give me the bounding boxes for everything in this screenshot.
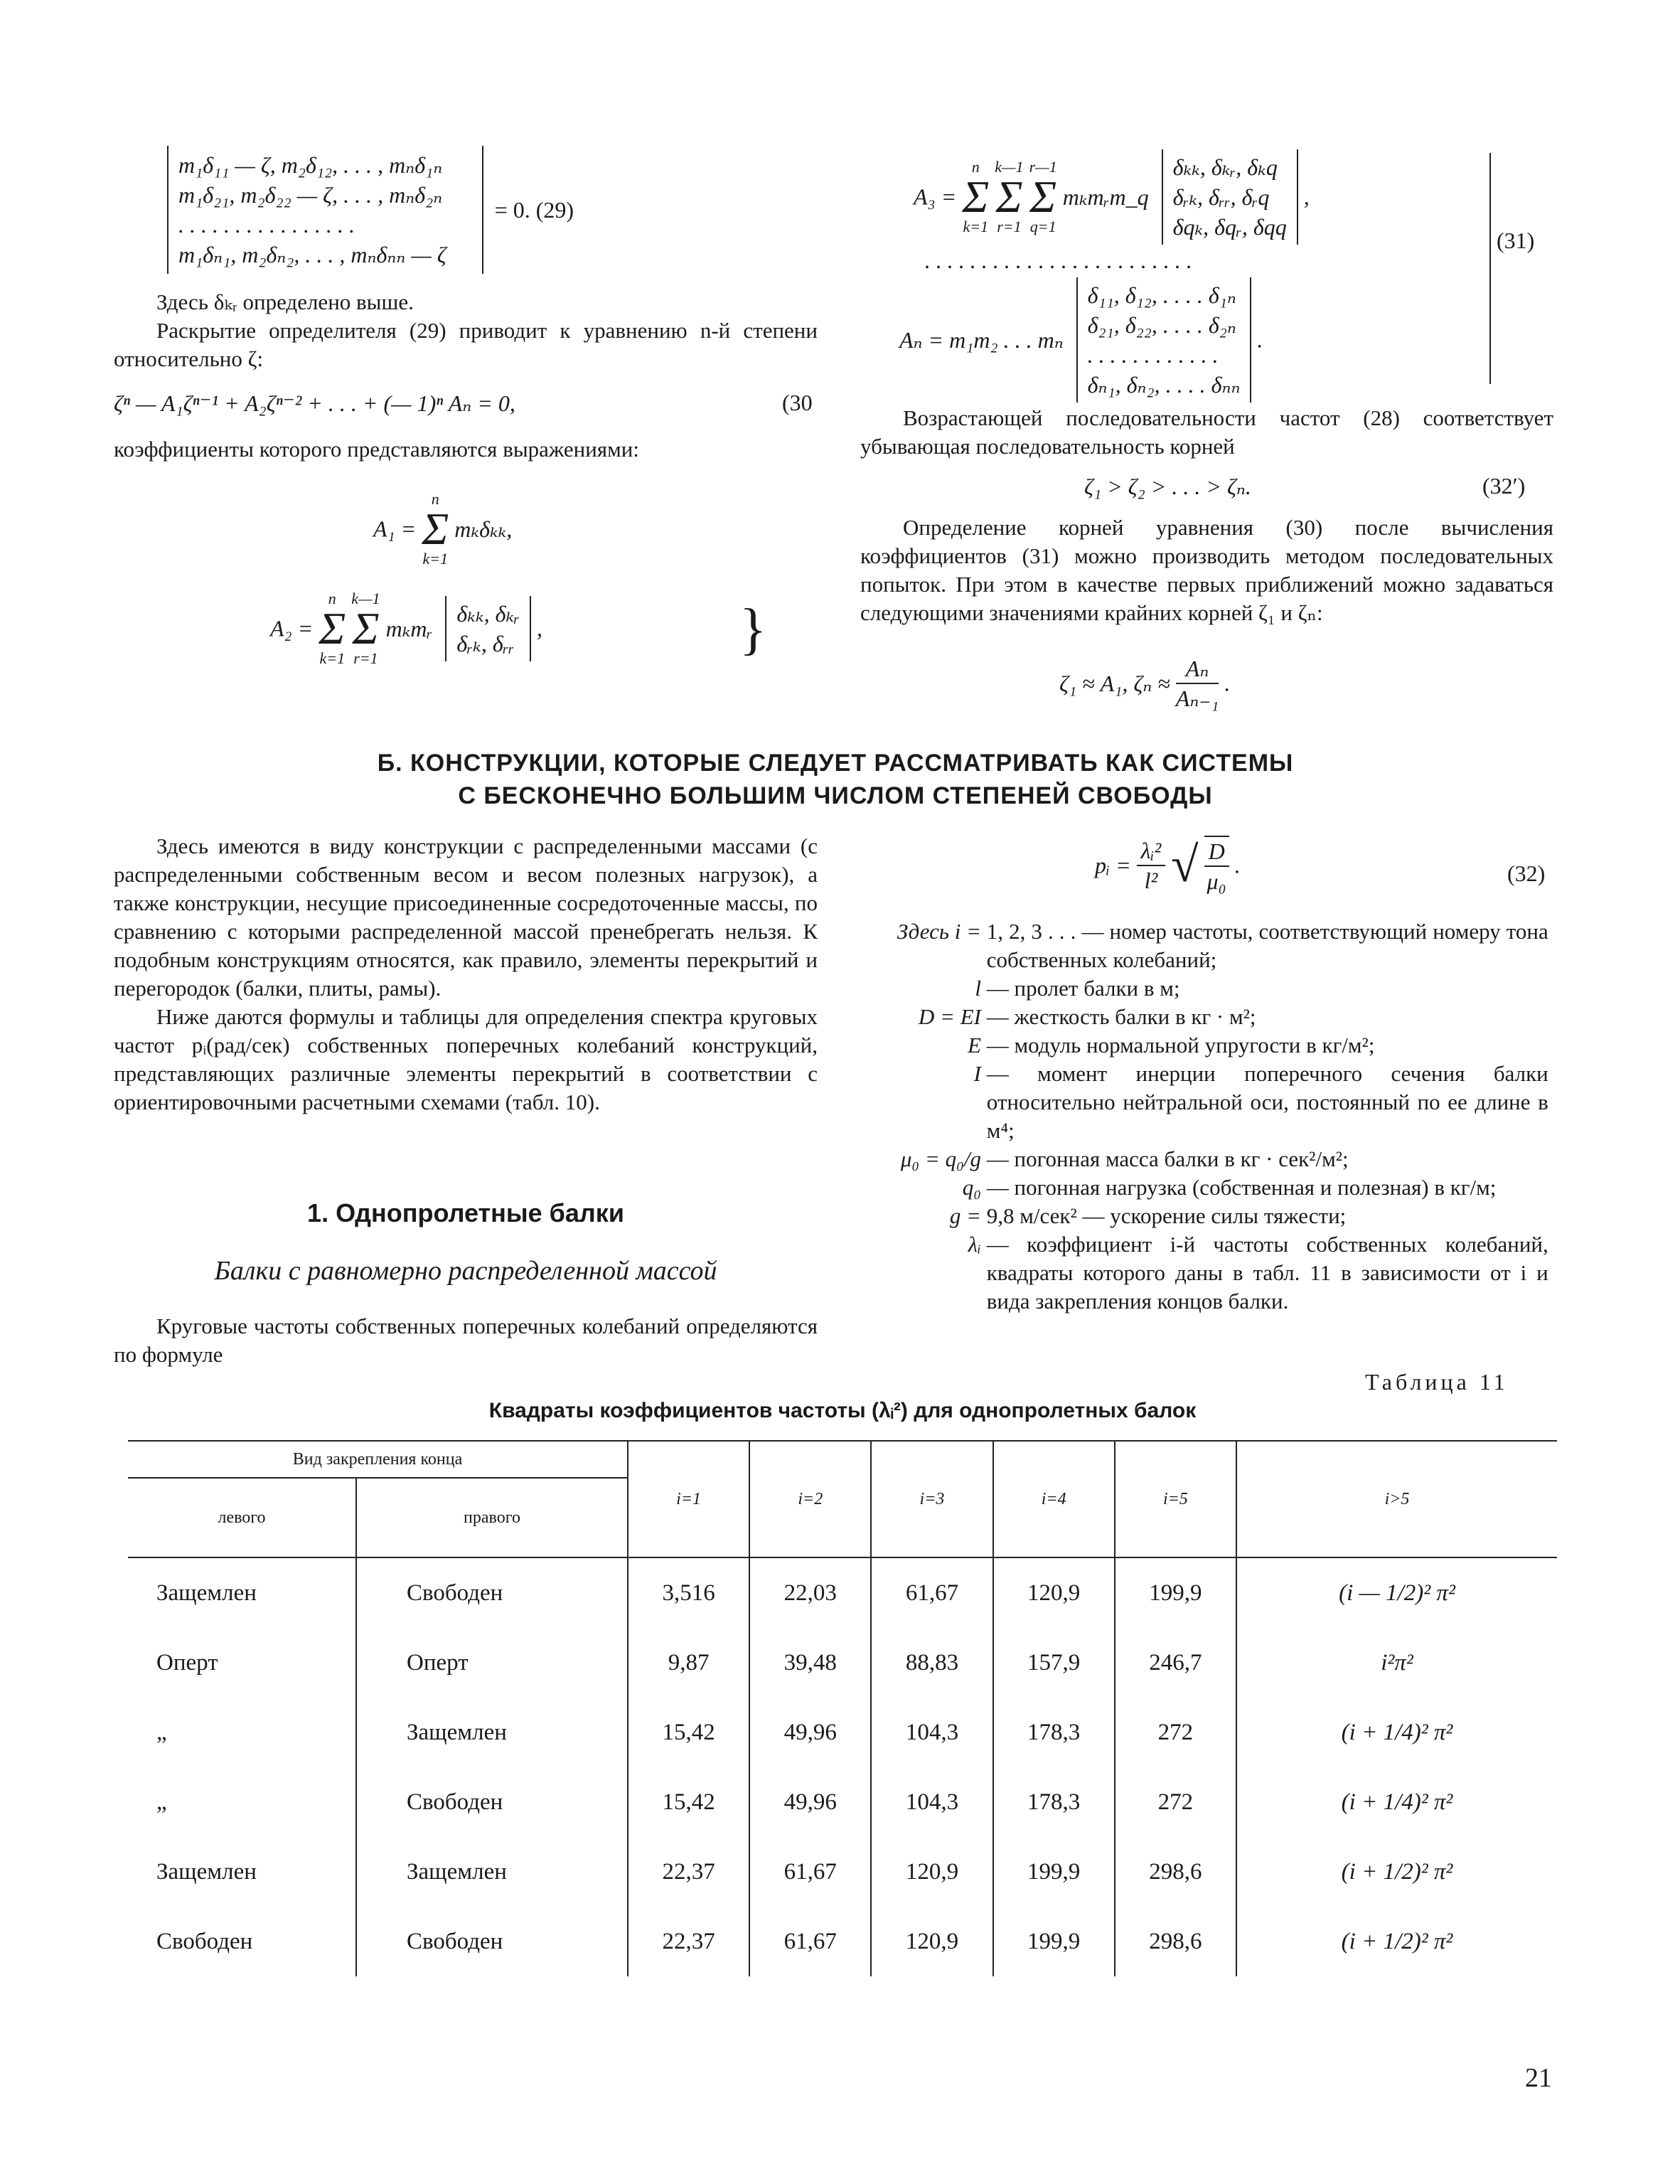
table-cell: Свободен [356, 1767, 628, 1837]
eq29-tail: = 0. (29) [494, 196, 574, 223]
table-cell: „ [156, 1789, 167, 1815]
table-cell: 272 [1115, 1767, 1236, 1837]
paragraph: Определение корней уравнения (30) после вычисления коэффициентов (31) можно производить методом последовательных попыток. При этом в качестве первых приближений можно задаваться следующими значениями крайних корней ζ₁ и ζₙ: [860, 515, 1553, 625]
equation-32: pᵢ = $\frac{\text{λᵢ²}}{\text{l²}}$ √ $\frac{D}{\text{μ₀}}$ . [1095, 836, 1241, 895]
table-cell: 199,9 [993, 1907, 1115, 1976]
definition-row: E — модуль нормальной упругости в кг/м²; [968, 1033, 1375, 1058]
table-cell: 88,83 [871, 1628, 993, 1698]
equation-a3: A₃ = n Σ k=1 k—1 Σ r=1 r—1 Σ q=1 mₖmᵣm_q δₖₖ, δₖᵣ, δₖq δᵣₖ, δᵣᵣ, δᵣq δqₖ, δqᵣ, δqq , [914, 149, 1310, 245]
table-cell: (i + 1/2)² π² [1236, 1837, 1557, 1907]
table-cell: 120,9 [871, 1907, 993, 1976]
table-cell: 22,37 [628, 1837, 749, 1907]
an-determinant: δ₁₁, δ₁₂, . . . . δ₁ₙ δ₂₁, δ₂₂, . . . . δ₂ₙ . . . . . . . . . . . . δₙ₁, δₙ₂, . . . . δₙₙ [1076, 277, 1252, 403]
table-row [128, 1557, 1557, 1628]
table-cell: 61,67 [749, 1837, 871, 1907]
sum-symbol: k—1 Σ r=1 [995, 158, 1024, 235]
col-header: i=5 [1115, 1441, 1236, 1557]
table-cell: 272 [1115, 1698, 1236, 1767]
table-cell: 15,42 [628, 1767, 749, 1837]
table-cell: Защемлен [356, 1837, 628, 1907]
table-cell: 39,48 [749, 1628, 871, 1698]
definition-row: λᵢ — коэффициент i-й частоты собственных колебаний, квадраты которого даны в табл. 11 в зависимости от i и вида закрепления концов балки. [968, 1232, 1548, 1314]
table-cell: 178,3 [993, 1767, 1115, 1837]
table-cell: 120,9 [871, 1837, 993, 1907]
a3-determinant: δₖₖ, δₖᵣ, δₖq δᵣₖ, δᵣᵣ, δᵣq δqₖ, δqᵣ, δqq [1162, 149, 1298, 245]
approx-equation: ζ₁ ≈ A₁, ζₙ ≈ $\frac{\text{Aₙ}}{\text{Aₙ₋₁}}$ . [1059, 656, 1231, 711]
left-top-text-2 [114, 435, 818, 464]
table-row [128, 1907, 1557, 1976]
table-row [128, 1837, 1557, 1907]
definition-row: q₀ — погонная нагрузка (собственная и полезная) в кг/м; [962, 1175, 1497, 1200]
eq29-row: m₁δ₁₁ — ζ, m₂δ₁₂, . . . , mₙδ₁ₙ [178, 152, 443, 178]
table-cell: 49,96 [749, 1767, 871, 1837]
table-cell: 199,9 [993, 1837, 1115, 1907]
group-header: Вид закрепления конца [128, 1441, 628, 1478]
equation-31-number: (31) [1497, 228, 1535, 253]
eq29-row: m₁δₙ₁, m₂δₙ₂, . . . , mₙδₙₙ — ζ [178, 242, 446, 267]
subsubsection-title: Балки с равномерно распределенной массой [214, 1256, 717, 1286]
a2-determinant: δₖₖ, δₖᵣ δᵣₖ, δᵣᵣ [445, 596, 531, 661]
table-cell: Защемлен [156, 1580, 257, 1606]
table-row [128, 1628, 1557, 1698]
left-bottom-text-2 [114, 1312, 818, 1369]
table-cell: 61,67 [871, 1557, 993, 1628]
equation-a2: A₂ = n Σ k=1 k—1 Σ r=1 mₖmᵣ δₖₖ, δₖᵣ δᵣₖ, δᵣᵣ , [270, 590, 543, 667]
table-cell: 104,3 [871, 1767, 993, 1837]
table-cell: 22,37 [628, 1907, 749, 1976]
table-caption: Квадраты коэффициентов частоты (λᵢ²) для однопролетных балок [488, 1399, 1197, 1422]
equation-an: Aₙ = m₁m₂ . . . mₙ δ₁₁, δ₁₂, . . . . δ₁ₙ δ₂₁, δ₂₂, . . . . δ₂ₙ . . . . . . . . . . . . δₙ₁, δₙ₂, . . . . δₙₙ . [899, 277, 1263, 403]
equation-32-prime: ζ₁ > ζ₂ > . . . > ζₙ. [1084, 474, 1251, 499]
definition-row: D = EI — жесткость балки в кг · м²; [918, 1004, 1256, 1029]
table-cell: 9,87 [628, 1628, 749, 1698]
table-cell: 298,6 [1115, 1837, 1236, 1907]
table-cell: (i + 1/2)² π² [1236, 1907, 1557, 1976]
paragraph: Возрастающей последовательности частот (28) соответствует убывающая последовательность корней [860, 405, 1553, 459]
table-cell: 120,9 [993, 1557, 1115, 1628]
table-header-row [128, 1441, 1557, 1478]
table-cell: i²π² [1236, 1628, 1557, 1698]
table-cell: 199,9 [1115, 1557, 1236, 1628]
eq29-row: m₁δ₂₁, m₂δ₂₂ — ζ, . . . , mₙδ₂ₙ [178, 182, 443, 208]
col-header: правого [356, 1478, 628, 1557]
equation-32-prime-number: (32′) [1482, 473, 1526, 499]
definition-row: l — пролет балки в м; [975, 976, 1180, 1001]
left-top-text [114, 288, 818, 373]
table-cell: Свободен [356, 1907, 628, 1976]
table-cell: (i — 1/2)² π² [1236, 1557, 1557, 1628]
table-11 [128, 1440, 1557, 1976]
table-cell: Свободен [356, 1557, 628, 1628]
table-cell: 15,42 [628, 1698, 749, 1767]
sum-symbol: k—1 Σ r=1 [351, 590, 380, 667]
table-cell: 157,9 [993, 1628, 1115, 1698]
table-cell: 22,03 [749, 1557, 871, 1628]
col-header: i=1 [628, 1441, 749, 1557]
section-title: Б. КОНСТРУКЦИИ, КОТОРЫЕ СЛЕДУЕТ РАССМАТРИВАТЬ КАК СИСТЕМЫ С БЕСКОНЕЧНО БОЛЬШИМ ЧИСЛОМ СТЕПЕНЕЙ СВОБОДЫ [377, 750, 1294, 809]
table-cell: (i + 1/4)² π² [1236, 1767, 1557, 1837]
equation-30: ζⁿ — A₁ζⁿ⁻¹ + A₂ζⁿ⁻² + . . . + (— 1)ⁿ Aₙ = 0, [114, 390, 515, 416]
definition-row: I — момент инерции поперечного сечения балки относительно нейтральной оси, постоянный по ее длине в м⁴; [973, 1061, 1548, 1143]
table-cell: Защемлен [156, 1858, 257, 1885]
sum-symbol: n Σ k=1 [422, 490, 449, 568]
table-row [128, 1767, 1557, 1837]
equation-32-number: (32) [1507, 861, 1546, 886]
table-cell: „ [156, 1719, 167, 1745]
col-header: левого [218, 1508, 266, 1527]
col-header: i=3 [871, 1441, 993, 1557]
table-cell: 3,516 [628, 1557, 749, 1628]
paragraph: коэффициенты которого представляются выражениями: [114, 437, 639, 462]
equation-30-number: (30 [782, 390, 813, 415]
definition-row: μ₀ = q₀/g — погонная масса балки в кг · сек²/м²; [900, 1146, 1349, 1171]
left-bottom-text [114, 832, 818, 1117]
equation-a1: A₁ = n Σ k=1 mₖδₖₖ, [373, 490, 513, 568]
table-cell: 178,3 [993, 1698, 1115, 1767]
paragraph: Круговые частоты собственных поперечных колебаний определяются по формуле [114, 1314, 818, 1367]
table-cell: Защемлен [356, 1698, 628, 1767]
paragraph: Ниже даются формулы и таблицы для определения спектра круговых частот pᵢ(рад/сек) собственных поперечных колебаний конструкций, представляющих различные элементы перекрытий в соответствии с ориентировочными расчетными схемами (табл. 10). [114, 1004, 818, 1114]
table-cell: 298,6 [1115, 1907, 1236, 1976]
table-cell: Оперт [156, 1649, 218, 1676]
col-header: i>5 [1236, 1441, 1557, 1557]
paragraph: Здесь имеются в виду конструкции с распределенными массами (с распределенными собственным весом и весом полезных нагрузок), а также конструкции, несущие присоединенные сосредоточенные массы, по сравнению с которыми распределенной массой пренебрегать нельзя. К подобным конструкциям относятся, как правило, элементы перекрытий и перегородок (балки, плиты, рамы). [114, 833, 818, 1001]
definition-row: Здесь i = 1, 2, 3 . . . — номер частоты, соответствующий номеру тона собственных колебаний; [897, 919, 1548, 972]
sum-symbol: n Σ k=1 [962, 158, 990, 235]
subsection-title: 1. Однопролетные балки [307, 1198, 624, 1227]
table-cell: 61,67 [749, 1907, 871, 1976]
sum-symbol: n Σ k=1 [319, 590, 346, 667]
definition-row: g = 9,8 м/сек² — ускорение силы тяжести; [949, 1203, 1347, 1228]
table-row [128, 1698, 1557, 1767]
table-cell: 104,3 [871, 1698, 993, 1767]
equation-29 [167, 146, 574, 274]
definitions-list [860, 917, 1553, 1316]
table-cell: 246,7 [1115, 1628, 1236, 1698]
table-cell: (i + 1/4)² π² [1236, 1698, 1557, 1767]
col-header: i=2 [749, 1441, 871, 1557]
dots-line: . . . . . . . . . . . . . . . . . . . . . . . . [924, 247, 1192, 273]
sum-symbol: r—1 Σ q=1 [1029, 158, 1057, 235]
table-cell: Свободен [156, 1928, 253, 1954]
right-top-text-2 [860, 513, 1553, 627]
table-cell: Оперт [356, 1628, 628, 1698]
paragraph: Раскрытие определителя (29) приводит к уравнению n-й степени относительно ζ: [114, 318, 818, 371]
paragraph: Здесь δₖᵣ определено выше. [156, 289, 414, 314]
table-label: Таблица 11 [1365, 1369, 1509, 1395]
table-cell: 49,96 [749, 1698, 871, 1767]
col-header: i=4 [993, 1441, 1115, 1557]
page-number: 21 [1525, 2063, 1552, 2093]
brace-line [1489, 153, 1491, 384]
eq29-row: . . . . . . . . . . . . . . . . [178, 212, 355, 238]
right-top-text [860, 404, 1553, 461]
brace-right: } [739, 598, 767, 661]
